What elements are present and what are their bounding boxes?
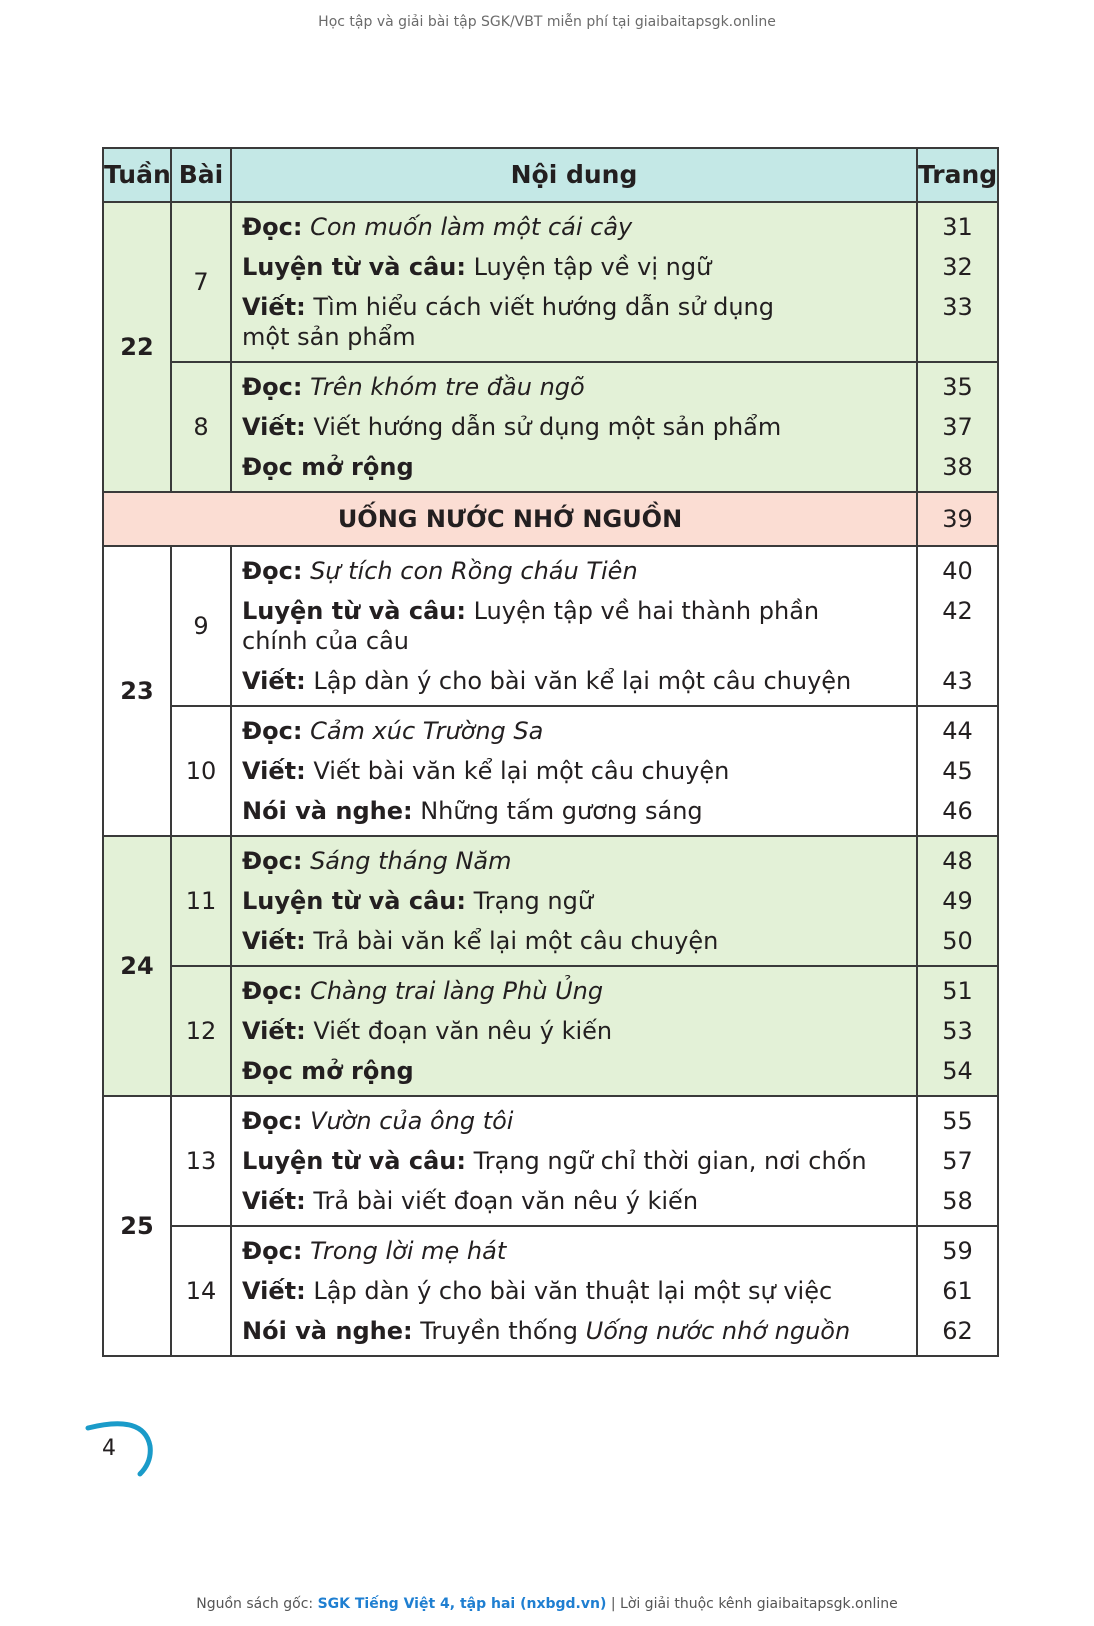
page-number: 57 xyxy=(942,1147,973,1175)
table-row xyxy=(103,836,998,966)
content-cell xyxy=(231,706,917,836)
item-label: Luyện từ và câu: xyxy=(242,253,466,281)
item-label: Đọc: xyxy=(242,557,303,585)
item-label: Đọc: xyxy=(242,1107,303,1135)
page-number: 49 xyxy=(942,887,973,915)
page-number: 44 xyxy=(942,717,973,745)
item-title: Viết hướng dẫn sử dụng một sản phẩm xyxy=(313,413,782,441)
item-title: Luyện tập về vị ngữ xyxy=(473,253,712,281)
item-title: Những tấm gương sáng xyxy=(420,797,703,825)
page-cell xyxy=(917,966,998,1096)
page-number: 53 xyxy=(942,1017,973,1045)
item-label: Nói và nghe: xyxy=(242,1317,413,1345)
table-row xyxy=(103,1096,998,1226)
item-title: Trong lời mẹ hát xyxy=(310,1237,507,1265)
page-number: 39 xyxy=(917,492,998,546)
item-title: Trạng ngữ xyxy=(473,887,594,915)
item-label: Luyện từ và câu: xyxy=(242,597,466,625)
item-title: Vườn của ông tôi xyxy=(310,1107,514,1135)
item-title: Chàng trai làng Phù Ủng xyxy=(310,977,604,1005)
item-title: Viết bài văn kể lại một câu chuyện xyxy=(313,757,730,785)
footer-note xyxy=(0,1596,1094,1612)
page-number: 48 xyxy=(942,847,973,875)
content-cell xyxy=(231,836,917,966)
table-row xyxy=(103,546,998,706)
page-cell xyxy=(917,1226,998,1356)
lesson-cell: 7 xyxy=(171,202,231,362)
page-cell xyxy=(917,362,998,492)
item-label: Đọc mở rộng xyxy=(242,1057,414,1085)
lesson-cell: 14 xyxy=(171,1226,231,1356)
page-cell xyxy=(917,836,998,966)
header-page: Trang xyxy=(917,148,998,202)
week-cell: 22 xyxy=(103,202,171,492)
item-title: Lập dàn ý cho bài văn kể lại một câu chuyện xyxy=(313,667,852,695)
item-label: Viết: xyxy=(242,1277,306,1305)
table-row xyxy=(103,966,998,1096)
item-label: Đọc: xyxy=(242,717,303,745)
item-label: Viết: xyxy=(242,667,306,695)
page-number: 42 xyxy=(942,597,973,625)
item-label: Luyện từ và câu: xyxy=(242,1147,466,1175)
item-title: Trả bài viết đoạn văn nêu ý kiến xyxy=(313,1187,699,1215)
page-number: 43 xyxy=(942,667,973,695)
theme-row xyxy=(103,492,998,546)
footer-source-link[interactable]: SGK Tiếng Việt 4, tập hai (nxbgd.vn) xyxy=(317,1596,607,1612)
page-number: 54 xyxy=(942,1057,973,1085)
footer-prefix: Nguồn sách gốc: xyxy=(196,1596,314,1612)
lesson-cell: 10 xyxy=(171,706,231,836)
page-number: 38 xyxy=(942,453,973,481)
theme-title: UỐNG NƯỚC NHỚ NGUỒN xyxy=(103,492,917,546)
item-label: Viết: xyxy=(242,757,306,785)
page-number-label: 4 xyxy=(102,1436,116,1461)
item-title: Sáng tháng Năm xyxy=(310,847,512,875)
item-label: Viết: xyxy=(242,293,306,321)
content-cell xyxy=(231,1226,917,1356)
page-number: 55 xyxy=(942,1107,973,1135)
item-label: Viết: xyxy=(242,1187,306,1215)
lesson-cell: 12 xyxy=(171,966,231,1096)
content-cell xyxy=(231,1096,917,1226)
item-label: Viết: xyxy=(242,413,306,441)
page-number: 32 xyxy=(942,253,973,281)
item-label: Luyện từ và câu: xyxy=(242,887,466,915)
item-label: Viết: xyxy=(242,927,306,955)
item-label: Đọc: xyxy=(242,373,303,401)
lesson-cell: 13 xyxy=(171,1096,231,1226)
page-number: 59 xyxy=(942,1237,973,1265)
page-number: 58 xyxy=(942,1187,973,1215)
page-number-badge xyxy=(84,1420,164,1480)
page-cell xyxy=(917,706,998,836)
table-row xyxy=(103,706,998,836)
item-title: Viết đoạn văn nêu ý kiến xyxy=(313,1017,613,1045)
lesson-cell: 9 xyxy=(171,546,231,706)
week-cell: 25 xyxy=(103,1096,171,1356)
page-number: 61 xyxy=(942,1277,973,1305)
item-label: Đọc: xyxy=(242,847,303,875)
header-lesson: Bài xyxy=(171,148,231,202)
item-label: Nói và nghe: xyxy=(242,797,413,825)
table-row xyxy=(103,202,998,362)
footer-suffix: | Lời giải thuộc kênh giaibaitapsgk.online xyxy=(610,1596,898,1612)
item-title-italic: Uống nước nhớ nguồn xyxy=(585,1317,851,1345)
page-number: 50 xyxy=(942,927,973,955)
item-title: Con muốn làm một cái cây xyxy=(310,213,633,241)
page-number: 45 xyxy=(942,757,973,785)
item-title: Luyện tập về hai thành phần chính của câu xyxy=(242,597,820,655)
top-note: Học tập và giải bài tập SGK/VBT miễn phí tại giaibaitapsgk.online xyxy=(318,14,776,30)
header-week: Tuần xyxy=(103,148,171,202)
content-cell xyxy=(231,966,917,1096)
lesson-cell: 8 xyxy=(171,362,231,492)
item-title: Trả bài văn kể lại một câu chuyện xyxy=(313,927,719,955)
week-cell: 23 xyxy=(103,546,171,836)
content-cell xyxy=(231,362,917,492)
item-title: Tìm hiểu cách viết hướng dẫn sử dụng một sản phẩm xyxy=(242,293,775,351)
page-number: 51 xyxy=(942,977,973,1005)
content-cell xyxy=(231,546,917,706)
page-number: 35 xyxy=(942,373,973,401)
item-title: Trạng ngữ chỉ thời gian, nơi chốn xyxy=(473,1147,867,1175)
page-cell xyxy=(917,202,998,362)
page-number: 37 xyxy=(942,413,973,441)
item-label: Đọc: xyxy=(242,213,303,241)
table-row xyxy=(103,1226,998,1356)
page-cell xyxy=(917,1096,998,1226)
page-number: 40 xyxy=(942,557,973,585)
week-cell: 24 xyxy=(103,836,171,1096)
page-number: 46 xyxy=(942,797,973,825)
item-title: Cảm xúc Trường Sa xyxy=(310,717,544,745)
item-label: Đọc: xyxy=(242,1237,303,1265)
item-label: Viết: xyxy=(242,1017,306,1045)
item-title: Sự tích con Rồng cháu Tiên xyxy=(310,557,638,585)
item-title: Lập dàn ý cho bài văn thuật lại một sự việc xyxy=(313,1277,833,1305)
item-label: Đọc mở rộng xyxy=(242,453,414,481)
item-label: Đọc: xyxy=(242,977,303,1005)
page-number: 62 xyxy=(942,1317,973,1345)
item-title: Trên khóm tre đầu ngõ xyxy=(310,373,585,401)
table-row xyxy=(103,362,998,492)
arc-icon xyxy=(84,1420,164,1480)
lesson-cell: 11 xyxy=(171,836,231,966)
header-content: Nội dung xyxy=(231,148,917,202)
page-number: 33 xyxy=(942,293,973,321)
contents-table xyxy=(102,147,999,1357)
content-cell xyxy=(231,202,917,362)
page-number: 31 xyxy=(942,213,973,241)
item-title: Truyền thống xyxy=(420,1317,578,1345)
page-cell xyxy=(917,546,998,706)
